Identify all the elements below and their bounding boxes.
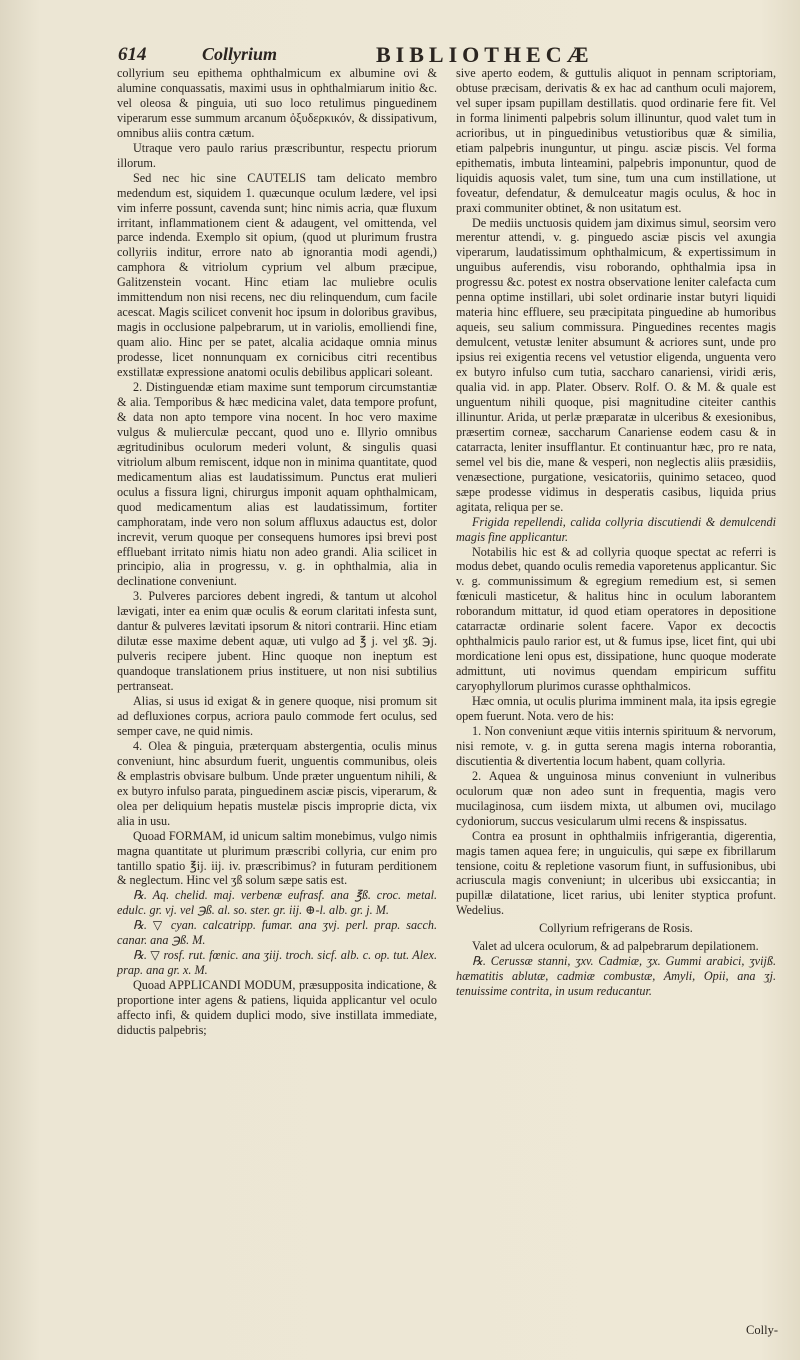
paragraph: Hæc omnia, ut oculis plurima imminent mala, ita ipsis egregie opem fuerunt. Nota. vero de his:: [456, 694, 776, 723]
paragraph: Frigida repellendi, calida collyria discutiendi & demulcendi magis fine applicantur.: [456, 514, 776, 544]
left-column: [117, 66, 437, 1038]
book-title: BIBLIOTHECÆ: [376, 42, 594, 67]
paragraph: Utraque vero paulo rarius præscribuntur, respectu priorum illorum.: [117, 140, 437, 170]
paragraph: Quoad APPLICANDI MODUM, præsupposita indicatione, & proportione inter agens & patiens, liquida applicantur vel oculo affecto infi, & quidem duplici modo, sive instillata immediate, diductis palpebris;: [117, 978, 437, 1037]
recipe: ℞. ▽ rosf. rut. fœnic. ana ʒiij. troch. sicf. alb. c. op. tut. Alex. prap. ana gr. x. M.: [117, 948, 437, 978]
section-heading: Collyrium refrigerans de Rosis.: [539, 921, 693, 936]
paragraph: Alias, si usus id exigat & in genere quoque, nisi promum sit ad defluxiones corpus, acriora paulo commode fert oculus, sed semper cave, ne quid nimis.: [117, 694, 437, 738]
paragraph: 1. Non conveniunt æque vitiis internis spirituum & nervorum, nisi remote, v. g. in gutta serena magis interna roborantia, discutientia & divertentia locum habent, quam collyria.: [456, 723, 776, 768]
paragraph: sive aperto eodem, & guttulis aliquot in pennam scriptoriam, obtuse præcisam, derivatis & ex hac ad canthum oculi majorem, vel super ipsam pupillam destillatis. quod ordinarie fere fit. Vel in forma linimenti palpebris solum illinuntur, quod valet tum in acrioribus, ut in pinguedinibus vetustioribus quæ & similia, etiam palpebris inunguntur, ut pingu. asciæ piscis. Vel forma epithematis, imbuta linteamini, palpebris imponuntur, quod de liquidis aquosis valet, tum sine, tum una cum instillatione, ut foveatur, defendatur, & demulceatur magis oculus, & hoc in praxi communiter obtinet, & non usitatum est.: [456, 66, 776, 215]
paragraph: Quoad FORMAM, id unicum saltim monebimus, vulgo nimis magna quantitate ut plurimum præscribi collyria, cur enim pro tantillo spatio ℥ij. iij. iv. præscribimus? in futuram perditionem & neglectum. Hinc vel ʒß solum sæpe satis est.: [117, 828, 437, 888]
right-column: [456, 66, 776, 999]
recipe: ℞. Cerussæ stanni, ʒxv. Cadmiæ, ʒx. Gummi arabici, ʒvijß. hæmatitis ablutæ, cadmiæ combustæ, Amyli, Opii, ana ʒj. tenuissime contrita, in usum reducantur.: [456, 954, 776, 999]
running-head: Collyrium: [202, 44, 278, 64]
paragraph: collyrium seu epithema ophthalmicum ex albumine ovi & alumine conquassatis, maximi usus in ophthalmiarum initio &c. vel oleosa & pinguia, uti suo loco retulimus pinguedinem viperarum esse summum arcanum ὀξυδερκικόν, & dissipativum, omnibus aliis contra cætum.: [117, 66, 437, 140]
catchword: Colly-: [746, 1323, 778, 1337]
recipe: ℞. Aq. chelid. maj. verbenæ eufrasf. ana ℥ß. croc. metal. edulc. gr. vj. vel ℈ß. al. so. ster. gr. iij. ⊕-l. alb. gr. j. M.: [117, 888, 437, 918]
paragraph: 2. Distinguendæ etiam maxime sunt temporum circumstantiæ & alia. Temporibus & hæc medicina valet, data tempore profunt, & data non apto tempore vina nocent. In hoc vero maxime vulgus & mulierculæ peccant, quod uno e. Illyrio omnibus ægritudinibus oculorum mederi volunt, & singulis quasi vitriolum album remiscent, idque non in minima quantitate, quod medicamentum alias est laudatissimum. Punctus erat mulieri oculus a fissura ligni, chirurgus imponit aquam ophthalmicam, quod medicamentum alias est laudatissimum, fortiter camphoratam, inde vero non solum affluxus adauctus est, dolor increvit, verum quoque per consequens humores ipsi brevi post effluebant irritato nimis hiatu non adeo grandi. Alia scilicet in principio, alia in progressu, v. g. in ophthalmia, alia in declinatione conveniunt.: [117, 380, 437, 589]
paragraph: 3. Pulveres parciores debent ingredi, & tantum ut alcohol lævigati, inter ea enim quæ oculis & eorum claritati infesta sunt, dantur & pulveres lævitati ipsorum & nitori contrarii. Hinc etiam dilutæ esse maxime debent aquæ, uti vulgo ad ℥ j. vel ʒß. ℈j. pulveris recipere jubent. Hinc quoque non ineptum est quandoque translationem prius instituere, ut non nisi subtilius pertranseat.: [117, 589, 437, 694]
paragraph: Sed nec hic sine CAUTELIS tam delicato membro medendum est, siquidem 1. quæcunque oculum lædere, vel ipsi vim inferre possunt, cavenda sunt; hinc nimis acria, quæ fluxum irritant, inflammationem cient & adaugent, vel omittenda, vel parce indenda. Exemplo sit opium, (quod ut plurimum frustra collyriis inditur, errore nato ab ignorantia modi agendi,) camphora & vitriolum cyprium vel album præcipue, Galitzenstein vocant. Hinc etiam lac muliebre oculis immittendum non nisi recens, nec diu relinquendum, cum facile acescat. Magis scilicet convenit hoc ipsum in doloribus gravibus, magis in occlusione palpebrarum, ut in variolis, emolliendi fine, quam alio. Hinc per se patet, alcalia acidaque omnia minus prodesse, licet nonnunquam ex cornicibus citri recentibus exstillatæ expressione anatomi oculis debilibus applicari soleant.: [117, 170, 437, 380]
paragraph: Notabilis hic est & ad collyria quoque spectat ac referri is modus debet, quando oculis remedia vaporetenus applicantur. Sic v. g. communissimum & egregium remedium est, si semen fœniculi masticetur, & halitus hinc in oculum laborantem roborandum mittatur, id quod etiam operatores in depositione catarractæ ordinarie solent facere. Vapor ex decoctis ophthalmicis paulo rarior est, ut & fumus ipse, licet fint, qui ubi mordicatione leni opus est, dissipatione, hunc quoque moderate admittunt, uti novimus quendam empiricum suffitu caryophyllorum plurimos curasse ophthalmicos.: [456, 544, 776, 694]
paragraph: Contra ea prosunt in ophthalmiis infrigerantia, digerentia, magis tamen aquea fere; in unguiculis, qui sæpe ex fibrillarum tensione, coitu & repletione vasorum fiunt, in suffusionibus, ubi acriuscula magis conveniunt; in ulceribus ubi exsiccantia; in pupillæ dilatatione, licet rarius, ubi leniter styptica profunt. Wedelius.: [456, 828, 776, 918]
recipe: ℞. ▽ cyan. calcatripp. fumar. ana ʒvj. perl. prap. sacch. canar. ana ℈ß. M.: [117, 918, 437, 948]
paragraph: 2. Aquea & unguinosa minus conveniunt in vulneribus oculorum quæ non adeo sunt in frequentia, magis vero mucilaginosa, cum iisdem mixta, ut albumen ovi, mucilago cydoniorum, succus vesicularum ulmi recens & inspissatus.: [456, 768, 776, 828]
page-number: 614: [118, 44, 147, 65]
paragraph: De mediis unctuosis quidem jam diximus simul, seorsim vero merentur attendi, v. g. pinguedo asciæ piscis vel axungia viperarum, laudatissimum ophthalmicum, & expertissimum in unguibus auferendis, visu roborando, ophthalmia ipsa in progressu &c. potest ex nostra observatione leniter calefacta cum penna optime instillari, ubi solet ordinarie instar butyri liquidi materia hinc effluere, seu præcipitata pinguedine ab humoribus aqueis, seu salium commissura. Pinguedines recentes magis demulcent, vetustæ leniter absumunt & acriores sunt, unde pro ipsius rei exigentia recens vel vetustior eligenda, unguenta vero ex butyro infulso cum tutia, saccharo canariensi, viridi æris, qualia vid. in app. Plater. Observ. Rolf. O. & M. & quale est unguentum nihili quoque, pisi magnitudine citeiter canthis illinuntur. Arida, ut perlæ præparatæ in ulceribus & exesionibus, præsertim corneæ, saccharum Canariense eodem casu & in catarracta, leniter insufflantur. Et continuantur hæc, pro re nata, semel vel bis die, mane & vesperi, non neglectis aliis præsidiis, venæsectione, purgatione, vesicatoriis, quinimo setaceo, quod sæpe prodesse vidimus in desperatis casibus, liquida prius agitata, reliqua per se.: [456, 215, 776, 514]
paragraph: Valet ad ulcera oculorum, & ad palpebrarum depilationem.: [472, 939, 759, 954]
paragraph: 4. Olea & pinguia, præterquam abstergentia, oculis minus conveniunt, hinc absurdum fuerit, unguentis communibus, oleis & emplastris obvisare bulbum. Unde præter unguentum nihili, & ex butyro infulso parata, pinguedinem asciæ piscis, viperarum, & olea per deliquium hepatis mustelæ piscis improprie dicta, vix alia in usu.: [117, 738, 437, 828]
